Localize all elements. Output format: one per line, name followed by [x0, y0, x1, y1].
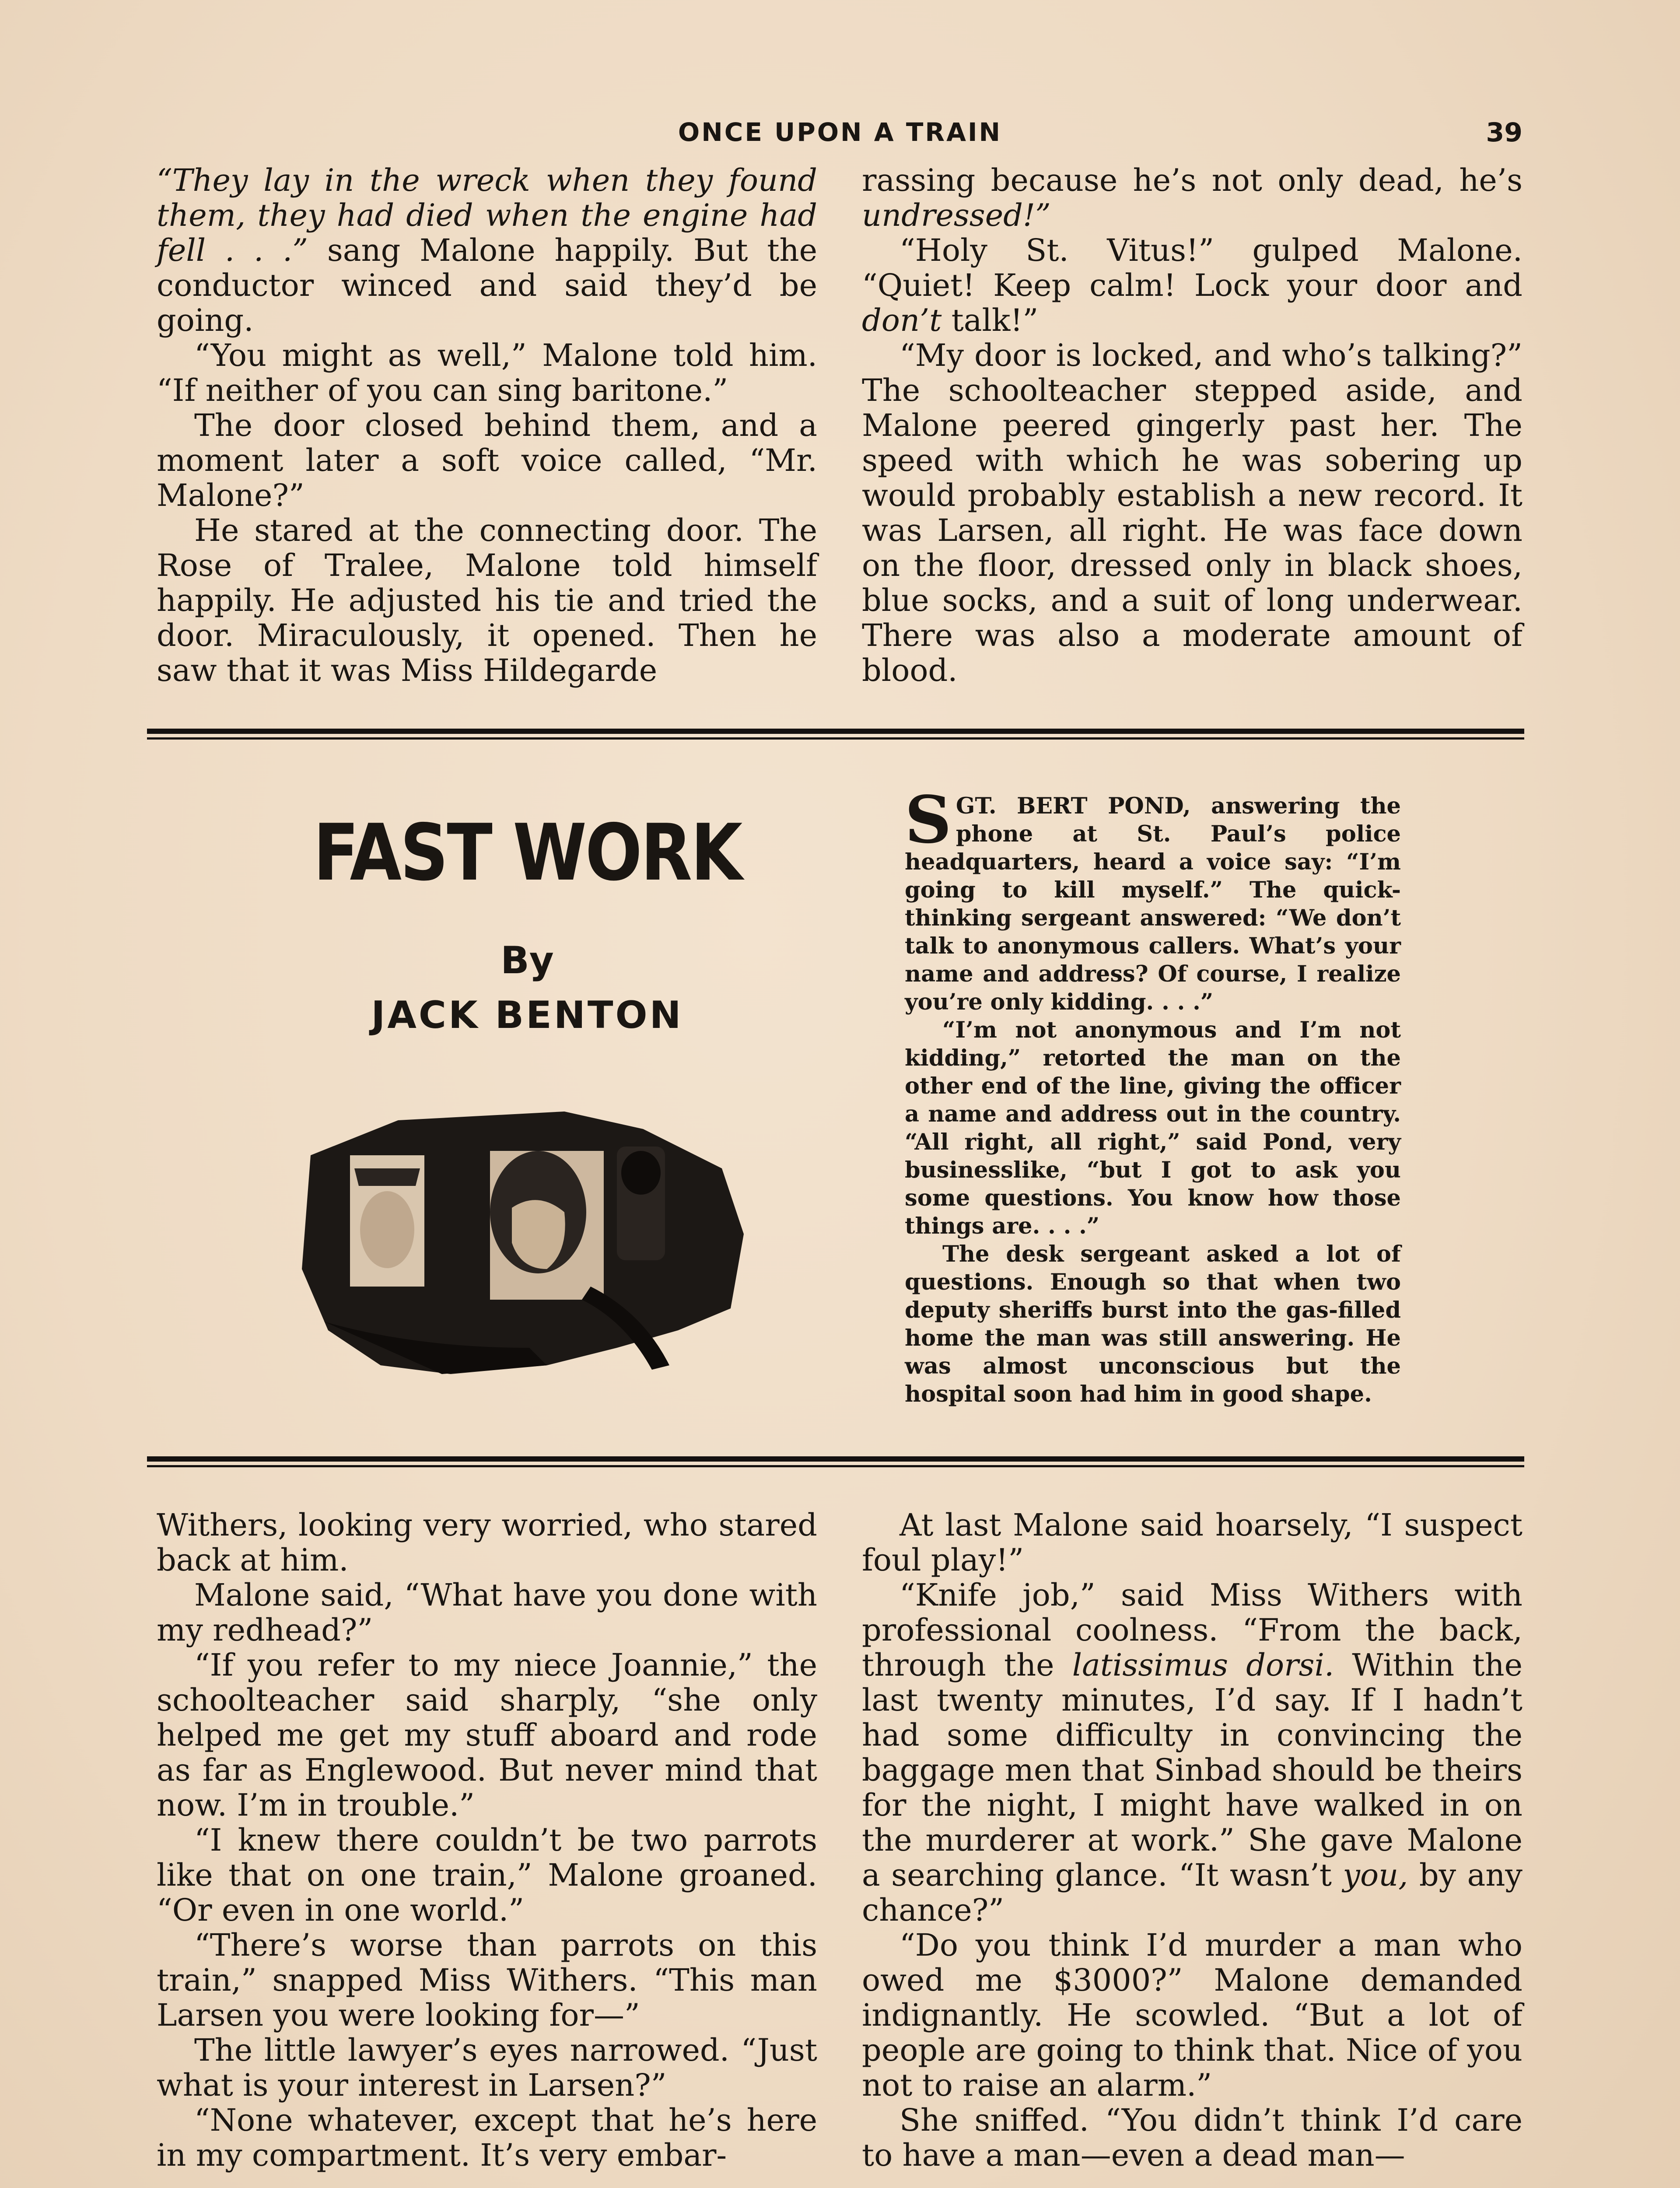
- story-paragraph: “There’s worse than parrots on this train,” snapped Miss Withers. “This man Larsen you were looking for—”: [157, 1927, 817, 2033]
- feature-paragraph: “I’m not anonymous and I’m not kidding,” retorted the man on the other end of the line, giving the officer a name and address out in the country. “All right, all right,” said Pond, very businesslike, “but I got to ask you some questions. You know how those things are. . . .”: [905, 1017, 1401, 1239]
- story-paragraph: “Do you think I’d murder a man who owed me $3000?” Malone demanded indignantly. He scowled. “But a lot of people are going to think that. Nice of you not to raise an alarm.”: [862, 1927, 1522, 2103]
- telephone-illustration: [284, 1103, 766, 1392]
- story-paragraph: “My door is locked, and who’s talking?” The schoolteacher stepped aside, and Malone peered gingerly past her. The speed with which he was sobering up would probably establish a new record. It was Larsen, all right. He was face down on the floor, dressed only in black shoes, blue socks, and a suit of long underwear. There was also a moderate amount of blood.: [862, 337, 1522, 688]
- story-paragraph: Malone said, “What have you done with my redhead?”: [157, 1577, 817, 1648]
- story-top-right-column: [862, 163, 1522, 688]
- story-paragraph: “None whatever, except that he’s here in my compartment. It’s very embar-: [157, 2102, 817, 2173]
- story-paragraph: “You might as well,” Malone told him. “If neither of you can sing baritone.”: [157, 337, 817, 408]
- page-number: 39: [1486, 117, 1522, 148]
- section-divider-bottom: [147, 1456, 1524, 1469]
- story-paragraph: “They lay in the wreck when they found them, they had died when the engine had fell . . .” sang Malone happily. But the conductor winced and said they’d be going.: [157, 162, 817, 338]
- story-bottom-right-column: [862, 1508, 1522, 2173]
- story-paragraph: He stared at the connecting door. The Rose of Tralee, Malone told himself happily. He adjusted his tie and tried the door. Miraculously, it opened. Then he saw that it was Miss Hildegarde: [157, 512, 817, 688]
- story-paragraph: “I knew there couldn’t be two parrots like that on one train,” Malone groaned. “Or even in one world.”: [157, 1822, 817, 1928]
- story-paragraph: The little lawyer’s eyes narrowed. “Just what is your interest in Larsen?”: [157, 2032, 817, 2103]
- feature-title: FAST WORK: [313, 807, 741, 898]
- feature-paragraph: SGT. BERT POND, answering the phone at St. Paul’s police headquarters, heard a voice say: “I’m going to kill myself.” The quick-thinking sergeant answered: “We don’t talk to anonymous callers. What’s your name and address? Of course, I realize you’re only kidding. . . .”: [905, 782, 1401, 1015]
- story-paragraph: “Knife job,” said Miss Withers with professional coolness. “From the back, through the latissimus dorsi. Within the last twenty minutes, I’d say. If I hadn’t had some difficulty in convincing the baggage men that Sinbad should be theirs for the night, I might have walked in on the murderer at work.” She gave Malone a searching glance. “It wasn’t you, by any chance?”: [862, 1577, 1523, 1928]
- drop-cap: S: [905, 782, 952, 858]
- feature-byline-by: By: [500, 939, 554, 982]
- story-paragraph: rassing because he’s not only dead, he’s undressed!”: [862, 162, 1522, 233]
- story-top-left-column: [157, 163, 817, 688]
- feature-author: JACK BENTON: [371, 993, 683, 1037]
- feature-paragraph: The desk sergeant asked a lot of questions. Enough so that when two deputy sheriffs burst into the gas-filled home the man was still answering. He was almost unconscious but the hospital soon had him in good shape.: [905, 1241, 1401, 1407]
- feature-article: [905, 782, 1401, 1408]
- story-paragraph: Withers, looking very worried, who stared back at him.: [157, 1507, 817, 1578]
- story-paragraph: At last Malone said hoarsely, “I suspect foul play!”: [862, 1507, 1522, 1578]
- story-bottom-left-column: [157, 1508, 817, 2173]
- story-paragraph: She sniffed. “You didn’t think I’d care to have a man—even a dead man—: [862, 2102, 1522, 2173]
- running-title: ONCE UPON A TRAIN: [678, 117, 1002, 147]
- story-paragraph: “If you refer to my niece Joannie,” the schoolteacher said sharply, “she only helped me get my stuff aboard and rode as far as Englewood. But never mind that now. I’m in trouble.”: [157, 1647, 817, 1823]
- section-divider-top: [147, 729, 1524, 742]
- page-header: [158, 117, 1522, 152]
- story-paragraph: “Holy St. Vitus!” gulped Malone. “Quiet! Keep calm! Lock your door and don’t talk!”: [862, 232, 1522, 338]
- story-paragraph: The door closed behind them, and a moment later a soft voice called, “Mr. Malone?”: [157, 407, 817, 513]
